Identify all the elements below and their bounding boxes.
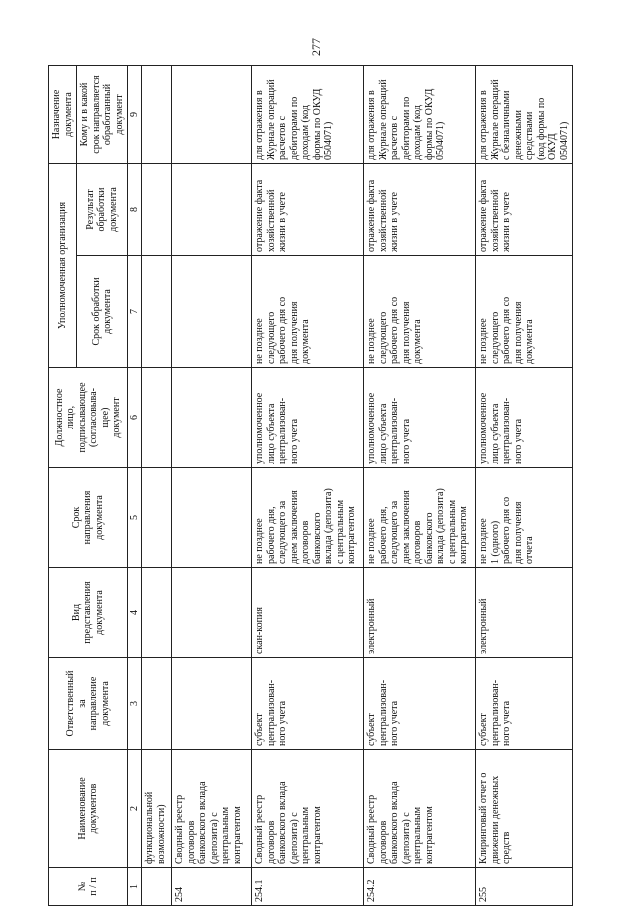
cell-org-deadline: не позднее следующего рабочего дня со дня получения документа	[252, 256, 364, 368]
cell-name: функциональной возможности)	[142, 750, 172, 868]
cell-org-result: отражение факта хозяйственной жизни в учете	[476, 163, 573, 255]
header-purpose-group: Назначение документа	[49, 65, 77, 163]
header-org-deadline: Срок обработки документа	[77, 256, 128, 368]
header-name: Наименование документов	[49, 750, 128, 868]
table-row	[172, 65, 252, 905]
cell-org-result: отражение факта хозяйственной жизни в учете	[252, 163, 364, 255]
cell-name: Сводный реестр договоров банковского вклада (депозита) с центральным контрагентом	[252, 750, 364, 868]
page-number: 277	[309, 38, 323, 56]
header-org-group: Уполномоченная организация	[49, 163, 77, 367]
cell-official	[142, 368, 172, 468]
cell-deadline: не позднее рабочего дня, следующего за днем заключения договоров банковского вклада (депозита) с центральным контрагентом	[252, 468, 364, 568]
cell-num: 254.2	[364, 868, 476, 906]
column-number: 1	[128, 868, 142, 906]
cell-official: уполномоченное лицо субъекта централизован- ного учета	[252, 368, 364, 468]
cell-kind: электронный	[476, 568, 573, 658]
column-number-row	[128, 65, 142, 905]
cell-kind	[142, 568, 172, 658]
cell-responsible	[142, 658, 172, 750]
cell-official: уполномоченное лицо субъекта централизован- ного учета	[476, 368, 573, 468]
cell-official	[172, 368, 252, 468]
header-purpose: Кому и в какой срок направляется обработанный документ	[77, 65, 128, 163]
cell-responsible: субъект централизован- ного учета	[252, 658, 364, 750]
documents-table	[48, 65, 573, 906]
cell-responsible	[172, 658, 252, 750]
column-number: 7	[128, 256, 142, 368]
cell-purpose	[142, 65, 172, 163]
cell-num	[142, 868, 172, 906]
table-row	[142, 65, 172, 905]
column-number: 5	[128, 468, 142, 568]
cell-official: уполномоченное лицо субъекта централизован- ного учета	[364, 368, 476, 468]
cell-deadline: не позднее 1 (одного) рабочего дня со дня получения отчета	[476, 468, 573, 568]
cell-responsible: субъект централизован- ного учета	[364, 658, 476, 750]
cell-num: 254.1	[252, 868, 364, 906]
column-number: 8	[128, 163, 142, 255]
column-number: 4	[128, 568, 142, 658]
header-row-1	[49, 65, 77, 905]
column-number: 6	[128, 368, 142, 468]
cell-num: 254	[172, 868, 252, 906]
cell-responsible: субъект централизован- ного учета	[476, 658, 573, 750]
header-deadline: Срок направления документа	[49, 468, 128, 568]
rotated-table-wrapper	[48, 66, 598, 906]
cell-kind: электронный	[364, 568, 476, 658]
cell-deadline	[142, 468, 172, 568]
cell-purpose: для отражения в Журнале операций расчетов с дебиторами по доходам (код формы по ОКУД 0504071)	[364, 65, 476, 163]
cell-org-deadline: не позднее следующего рабочего дня со дня получения документа	[364, 256, 476, 368]
cell-name: Клиринговый отчет о движении денежных средств	[476, 750, 573, 868]
column-number: 3	[128, 658, 142, 750]
cell-org-result: отражение факта хозяйственной жизни в учете	[364, 163, 476, 255]
cell-kind	[172, 568, 252, 658]
header-official: Должностное лицо, подписывающее (согласовыва- щее) документ	[49, 368, 128, 468]
column-number: 9	[128, 65, 142, 163]
cell-org-deadline	[142, 256, 172, 368]
cell-org-result	[142, 163, 172, 255]
header-org-result: Результат обработки документа	[77, 163, 128, 255]
cell-name: Сводный реестр договоров банковского вклада (депозита) с центральным контрагентом	[172, 750, 252, 868]
cell-num: 255	[476, 868, 573, 906]
cell-deadline	[172, 468, 252, 568]
cell-kind: скан-копия	[252, 568, 364, 658]
cell-deadline: не позднее рабочего дня, следующего за днем заключения договоров банковского вклада (депозита) с центральным контрагентом	[364, 468, 476, 568]
header-num: № п / п	[49, 868, 128, 906]
table-row	[252, 65, 364, 905]
cell-name: Сводный реестр договоров банковского вклада (депозита) с центральным контрагентом	[364, 750, 476, 868]
header-kind: Вид представления документа	[49, 568, 128, 658]
cell-org-result	[172, 163, 252, 255]
cell-purpose: для отражения в Журнале операций с безналичными денежными средствами (код формы по ОКУД 0504071)	[476, 65, 573, 163]
cell-org-deadline: не позднее следующего рабочего дня со дня получения документа	[476, 256, 573, 368]
table-row	[476, 65, 573, 905]
table-row	[364, 65, 476, 905]
header-responsible: Ответственный за направление документа	[49, 658, 128, 750]
column-number: 2	[128, 750, 142, 868]
cell-purpose	[172, 65, 252, 163]
cell-org-deadline	[172, 256, 252, 368]
cell-purpose: для отражения в Журнале операций расчетов с дебиторами по доходам (код формы по ОКУД 0504071)	[252, 65, 364, 163]
